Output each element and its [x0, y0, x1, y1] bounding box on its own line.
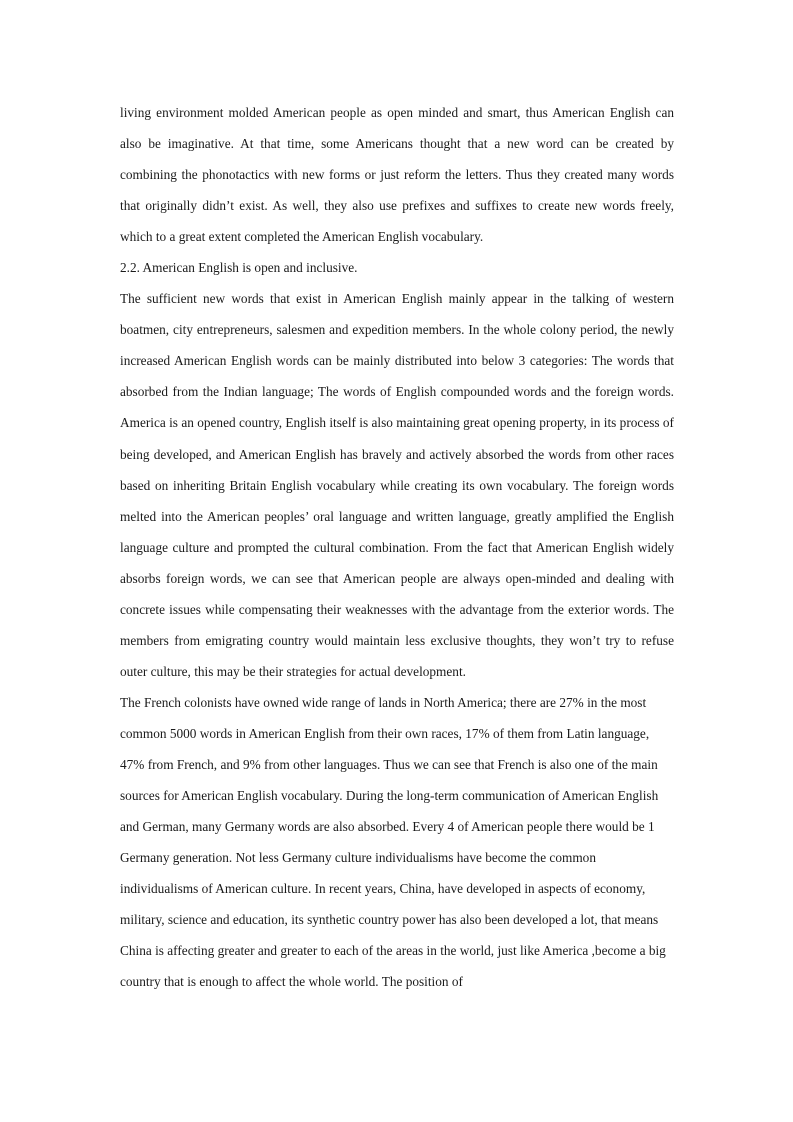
section-heading: 2.2. American English is open and inclusive. — [120, 260, 358, 276]
paragraph-french-german-influence: The French colonists have owned wide range of lands in North America; there are 27% in the most common 5000 words in American English from their own races, 17% of them from Latin language, 47% from French, and 9% from other languages. Thus we can see that French is also one of the main sources for American English vocabulary. During the long-term communication of American English and German, many Germany words are also absorbed. Every 4 of American people there would be 1 Germany generation. Not less Germany culture individualisms have become the common individualisms of American culture. In recent years, China, have developed in aspects of economy, military, science and education, its synthetic country power has also been developed a lot, that means China is affecting greater and greater to each of the areas in the world, just like America ,become a big country that is enough to affect the whole world. The position of — [120, 694, 666, 990]
document-body — [120, 97, 674, 997]
paragraph-open-inclusive: The sufficient new words that exist in American English mainly appear in the talking of western boatmen, city entrepreneurs, salesmen and expedition members. In the whole colony period, the newly increased American English words can be mainly distributed into below 3 categories: The words that absorbed from the Indian language; The words of English compounded words and the foreign words. America is an opened country, English itself is also maintaining great opening property, in its process of being developed, and American English has bravely and actively absorbed the words from other races based on inheriting Britain English vocabulary while creating its own vocabulary. The foreign words melted into the American peoples’ oral language and written language, greatly amplified the English language culture and prompted the cultural combination. From the fact that American English widely absorbs foreign words, we can see that American people are always open-minded and dealing with concrete issues while compensating their weaknesses with the advantage from the exterior words. The members from emigrating country would maintain less exclusive thoughts, they won’t try to refuse outer culture, this may be their strategies for actual development. — [120, 291, 674, 679]
paragraph-vocabulary-creation: living environment molded American people as open minded and smart, thus American English can also be imaginative. At that time, some Americans thought that a new word can be created by combining the phonotactics with new forms or just reform the letters. Thus they created many words that originally didn’t exist. As well, they also use prefixes and suffixes to create new words freely, which to a great extent completed the American English vocabulary. — [120, 105, 674, 245]
